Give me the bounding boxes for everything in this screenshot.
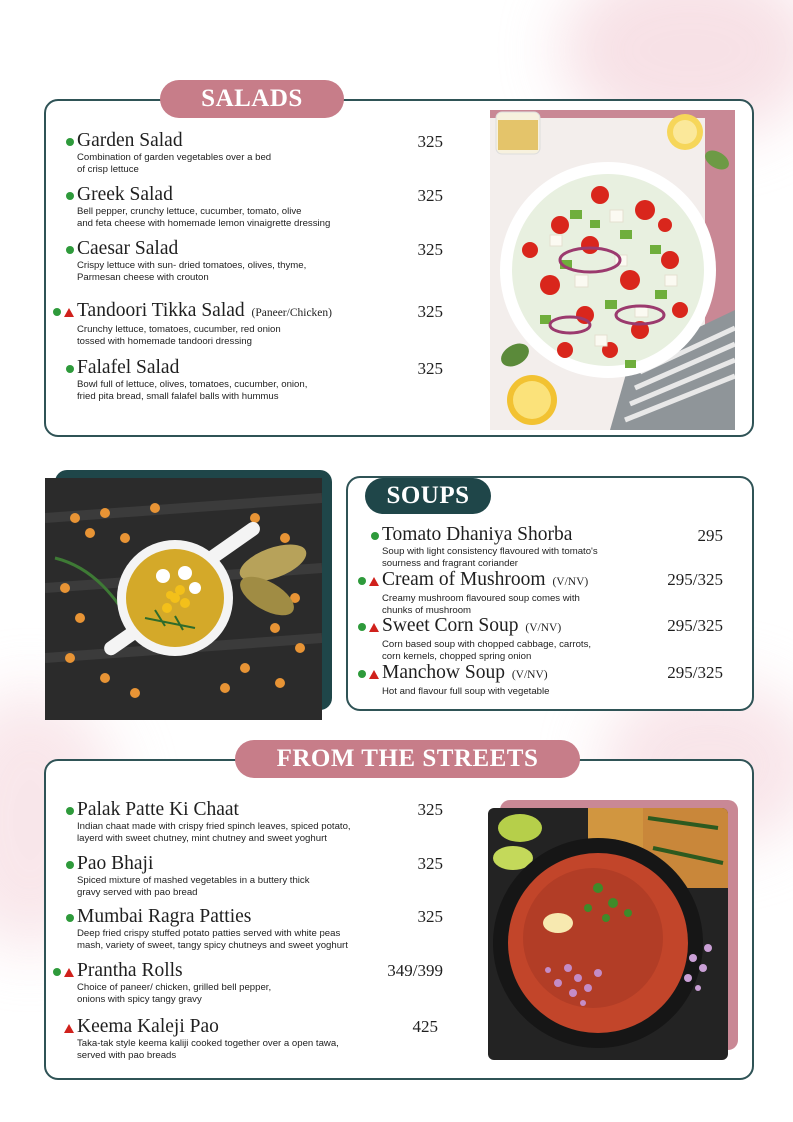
veg-dot-icon <box>371 532 379 540</box>
diet-markers <box>66 136 74 148</box>
diet-markers <box>53 966 74 978</box>
item-description: Hot and flavour full soup with vegetable <box>382 686 550 697</box>
item-name <box>77 906 348 928</box>
item-name-text: Falafel Salad <box>77 357 180 378</box>
diet-markers <box>66 363 74 375</box>
diet-markers <box>358 621 379 633</box>
item-description: chunks of mushroom <box>382 604 472 616</box>
diet-markers <box>66 805 74 817</box>
non-veg-triangle-icon <box>64 308 74 317</box>
item-price: 325 <box>417 800 443 819</box>
item-name <box>77 853 310 875</box>
item-note: (Paneer/Chicken) <box>251 307 332 319</box>
streets-title: FROM THE STREETS <box>235 740 580 778</box>
diet-markers <box>371 530 379 542</box>
item-name-text: Tomato Dhaniya Shorba <box>382 524 573 545</box>
diet-markers <box>66 244 74 256</box>
item-description: layerd with sweet chutney, mint chutney and sweet yoghurt <box>77 832 327 844</box>
item-price: 325 <box>417 186 443 205</box>
item-name <box>382 662 549 686</box>
menu-item <box>77 960 271 1005</box>
veg-dot-icon <box>358 577 366 585</box>
item-price: 295/325 <box>667 663 723 682</box>
item-name <box>77 300 332 324</box>
menu-item <box>77 799 351 844</box>
non-veg-triangle-icon <box>64 968 74 977</box>
salads-title: SALADS <box>160 80 344 118</box>
item-name-text: Mumbai Ragra Patties <box>77 906 252 927</box>
item-description: Indian chaat made with crispy fried spinch leaves, spiced potato, <box>77 821 351 832</box>
item-name <box>382 569 588 593</box>
veg-dot-icon <box>66 192 74 200</box>
diet-markers <box>53 306 74 318</box>
veg-dot-icon <box>66 365 74 373</box>
menu-item <box>77 130 271 175</box>
item-description: tossed with homemade tandoori dressing <box>77 335 252 347</box>
item-description: Spiced mixture of mashed vegetables in a buttery thick <box>77 875 310 886</box>
item-description: and feta cheese with homemade lemon vinaigrette dressing <box>77 217 331 229</box>
veg-dot-icon <box>53 968 61 976</box>
item-price: 295/325 <box>667 616 723 635</box>
pav-bhaji-photo <box>488 808 728 1060</box>
menu-item <box>77 906 348 951</box>
item-name <box>77 357 307 379</box>
item-name-text: Manchow Soup <box>382 662 505 683</box>
item-price: 325 <box>417 240 443 259</box>
item-description: Taka-tak style keema kaliji cooked together over a open tawa, <box>77 1038 339 1049</box>
non-veg-triangle-icon <box>64 1024 74 1033</box>
item-name-text: Keema Kaleji Pao <box>77 1016 219 1037</box>
greek-salad-photo <box>490 110 735 430</box>
item-note: (V/NV) <box>525 622 562 634</box>
item-description: Combination of garden vegetables over a bed <box>77 152 272 163</box>
corn-soup-photo <box>45 478 322 720</box>
veg-dot-icon <box>358 670 366 678</box>
diet-markers <box>66 912 74 924</box>
diet-markers <box>66 190 74 202</box>
item-description: fried pita bread, small falafel balls with hummus <box>77 390 279 402</box>
menu-item <box>382 615 591 662</box>
menu-item <box>382 662 549 698</box>
item-price: 325 <box>417 907 443 926</box>
item-description: served with pao breads <box>77 1049 177 1061</box>
item-name <box>382 524 598 546</box>
item-name-text: Garden Salad <box>77 130 183 151</box>
item-description: sourness and fragrant coriander <box>382 557 518 569</box>
item-name-text: Prantha Rolls <box>77 960 183 981</box>
menu-item <box>77 1016 339 1061</box>
item-name-text: Pao Bhaji <box>77 853 154 874</box>
item-description: Crunchy lettuce, tomatoes, cucumber, red onion <box>77 324 281 335</box>
item-name-text: Sweet Corn Soup <box>382 615 519 636</box>
item-description: onions with spicy tangy gravy <box>77 993 202 1005</box>
item-price: 325 <box>417 302 443 321</box>
diet-markers <box>66 859 74 871</box>
item-price: 295/325 <box>667 570 723 589</box>
item-description: Parmesan cheese with crouton <box>77 271 209 283</box>
item-price: 295 <box>697 526 723 545</box>
item-description: Deep fried crispy stuffed potato patties served with white peas <box>77 928 341 939</box>
diet-markers <box>358 575 379 587</box>
item-name-text: Greek Salad <box>77 184 173 205</box>
item-name-text: Cream of Mushroom <box>382 569 546 590</box>
item-description: Crispy lettuce with sun- dried tomatoes, olives, thyme, <box>77 260 307 271</box>
menu-item <box>77 357 307 402</box>
item-name <box>77 960 271 982</box>
item-price: 325 <box>417 132 443 151</box>
item-note: (V/NV) <box>552 576 589 588</box>
item-description: of crisp lettuce <box>77 163 139 175</box>
non-veg-triangle-icon <box>369 623 379 632</box>
menu-item <box>382 569 588 616</box>
item-name <box>77 184 330 206</box>
item-description: Corn based soup with chopped cabbage, carrots, <box>382 639 592 650</box>
item-price: 325 <box>417 854 443 873</box>
item-description: Bowl full of lettuce, olives, tomatoes, cucumber, onion, <box>77 379 308 390</box>
item-description: mash, variety of sweet, tangy spicy chutneys and sweet yoghurt <box>77 939 348 951</box>
soups-title: SOUPS <box>365 478 491 514</box>
item-name-text: Tandoori Tikka Salad <box>77 300 245 321</box>
item-description: Creamy mushroom flavoured soup comes with <box>382 593 580 604</box>
item-description: gravy served with pao bread <box>77 886 198 898</box>
item-name-text: Palak Patte Ki Chaat <box>77 799 239 820</box>
diet-markers <box>358 668 379 680</box>
veg-dot-icon <box>358 623 366 631</box>
item-name <box>77 130 271 152</box>
veg-dot-icon <box>66 914 74 922</box>
item-name <box>77 238 306 260</box>
item-price: 325 <box>417 359 443 378</box>
diet-markers <box>64 1022 74 1034</box>
menu-item <box>382 524 598 569</box>
veg-dot-icon <box>66 138 74 146</box>
menu-item <box>77 184 330 229</box>
veg-dot-icon <box>66 861 74 869</box>
veg-dot-icon <box>53 308 61 316</box>
item-price: 349/399 <box>387 961 443 980</box>
item-description: Soup with light consistency flavoured with tomato's <box>382 546 598 557</box>
item-name <box>382 615 591 639</box>
item-description: Choice of paneer/ chicken, grilled bell pepper, <box>77 982 272 993</box>
item-description: corn kernels, chopped spring onion <box>382 650 532 662</box>
item-name-text: Caesar Salad <box>77 238 179 259</box>
menu-item <box>77 853 310 898</box>
non-veg-triangle-icon <box>369 577 379 586</box>
non-veg-triangle-icon <box>369 670 379 679</box>
item-name <box>77 1016 339 1038</box>
item-description: Bell pepper, crunchy lettuce, cucumber, tomato, olive <box>77 206 302 217</box>
menu-item <box>77 238 306 283</box>
item-note: (V/NV) <box>511 669 548 681</box>
menu-item <box>77 300 332 347</box>
item-price: 425 <box>412 1017 438 1036</box>
veg-dot-icon <box>66 246 74 254</box>
item-name <box>77 799 351 821</box>
veg-dot-icon <box>66 807 74 815</box>
